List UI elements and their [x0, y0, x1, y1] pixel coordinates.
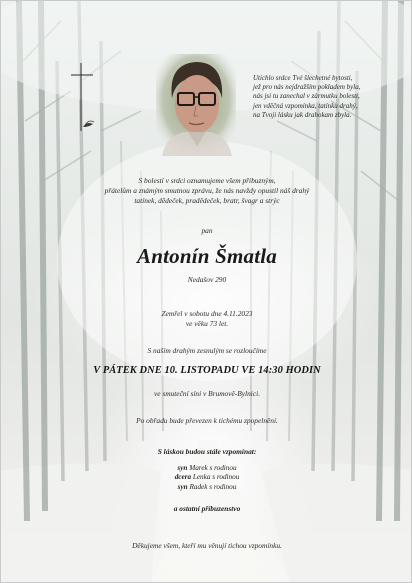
poem-line: jež pro nás nejdražším pokladem byla,: [253, 83, 361, 92]
mourner-item: [1, 464, 412, 473]
mourner-relation: syn: [177, 482, 188, 491]
poem-line: jen vděčná vzpomínka, tatínku drahý,: [253, 101, 358, 110]
deceased-portrait: [156, 54, 236, 156]
ceremony-place: ve smuteční síni v Brumově-Bylnici.: [153, 389, 261, 398]
death-date: Zemřel v sobotu dne 4.11.2023: [161, 309, 253, 318]
mourner-item: [1, 483, 412, 492]
announcement-line: přátelům a známým smutnou zprávu, že nás navždy opustil náš drahý: [104, 186, 310, 196]
mourner-name: Radek s rodinou: [189, 482, 237, 491]
salutation: pan: [201, 226, 213, 235]
ceremony-date: V PÁTEK DNE 10. LISTOPADU VE 14:30 HODIN: [93, 365, 321, 376]
poem-line: Utichlo srdce Tvé šlechetné bytosti,: [253, 74, 353, 82]
announcement-line: tatínek, dědeček, pradědeček, bratr, švagr a strýc: [134, 196, 280, 206]
other-relatives: a ostatní příbuzenstvo: [173, 504, 241, 513]
cremation-note: Po obřadu bude převezen k tichému zpopelnění.: [136, 416, 278, 425]
mourners-list: [1, 464, 412, 492]
deceased-residence: Nedašov 290: [187, 275, 227, 284]
farewell-intro: S naším drahým zesnulým se rozloučíme: [147, 346, 267, 355]
cross-icon: [69, 61, 95, 133]
mourner-relation: dcera: [174, 473, 192, 482]
mourner-name: Marek s rodinou: [189, 464, 237, 472]
memorial-poem: [253, 74, 403, 120]
death-age: ve věku 73 let.: [185, 319, 229, 329]
announcement-line: S bolestí v srdci oznamujeme všem příbuzným,: [138, 176, 276, 185]
thanks-line: Děkujeme všem, kteří mu věnují tichou vzpomínku.: [132, 541, 282, 550]
death-details: [1, 309, 412, 329]
announcement-text: [1, 176, 412, 207]
poem-line: nás jsi tu zanechal v zármutku bolesti,: [253, 92, 360, 101]
mourner-item: [1, 473, 412, 482]
mourner-name: Lenka s rodinou: [192, 473, 240, 482]
mourner-relation: syn: [177, 464, 188, 472]
deceased-name: Antonín Šmatla: [137, 244, 277, 268]
remembrance-heading: S láskou budou stále vzpomínat:: [157, 447, 257, 456]
poem-line: na Tvoji lásku jak drahokam zbyla.: [253, 110, 352, 119]
